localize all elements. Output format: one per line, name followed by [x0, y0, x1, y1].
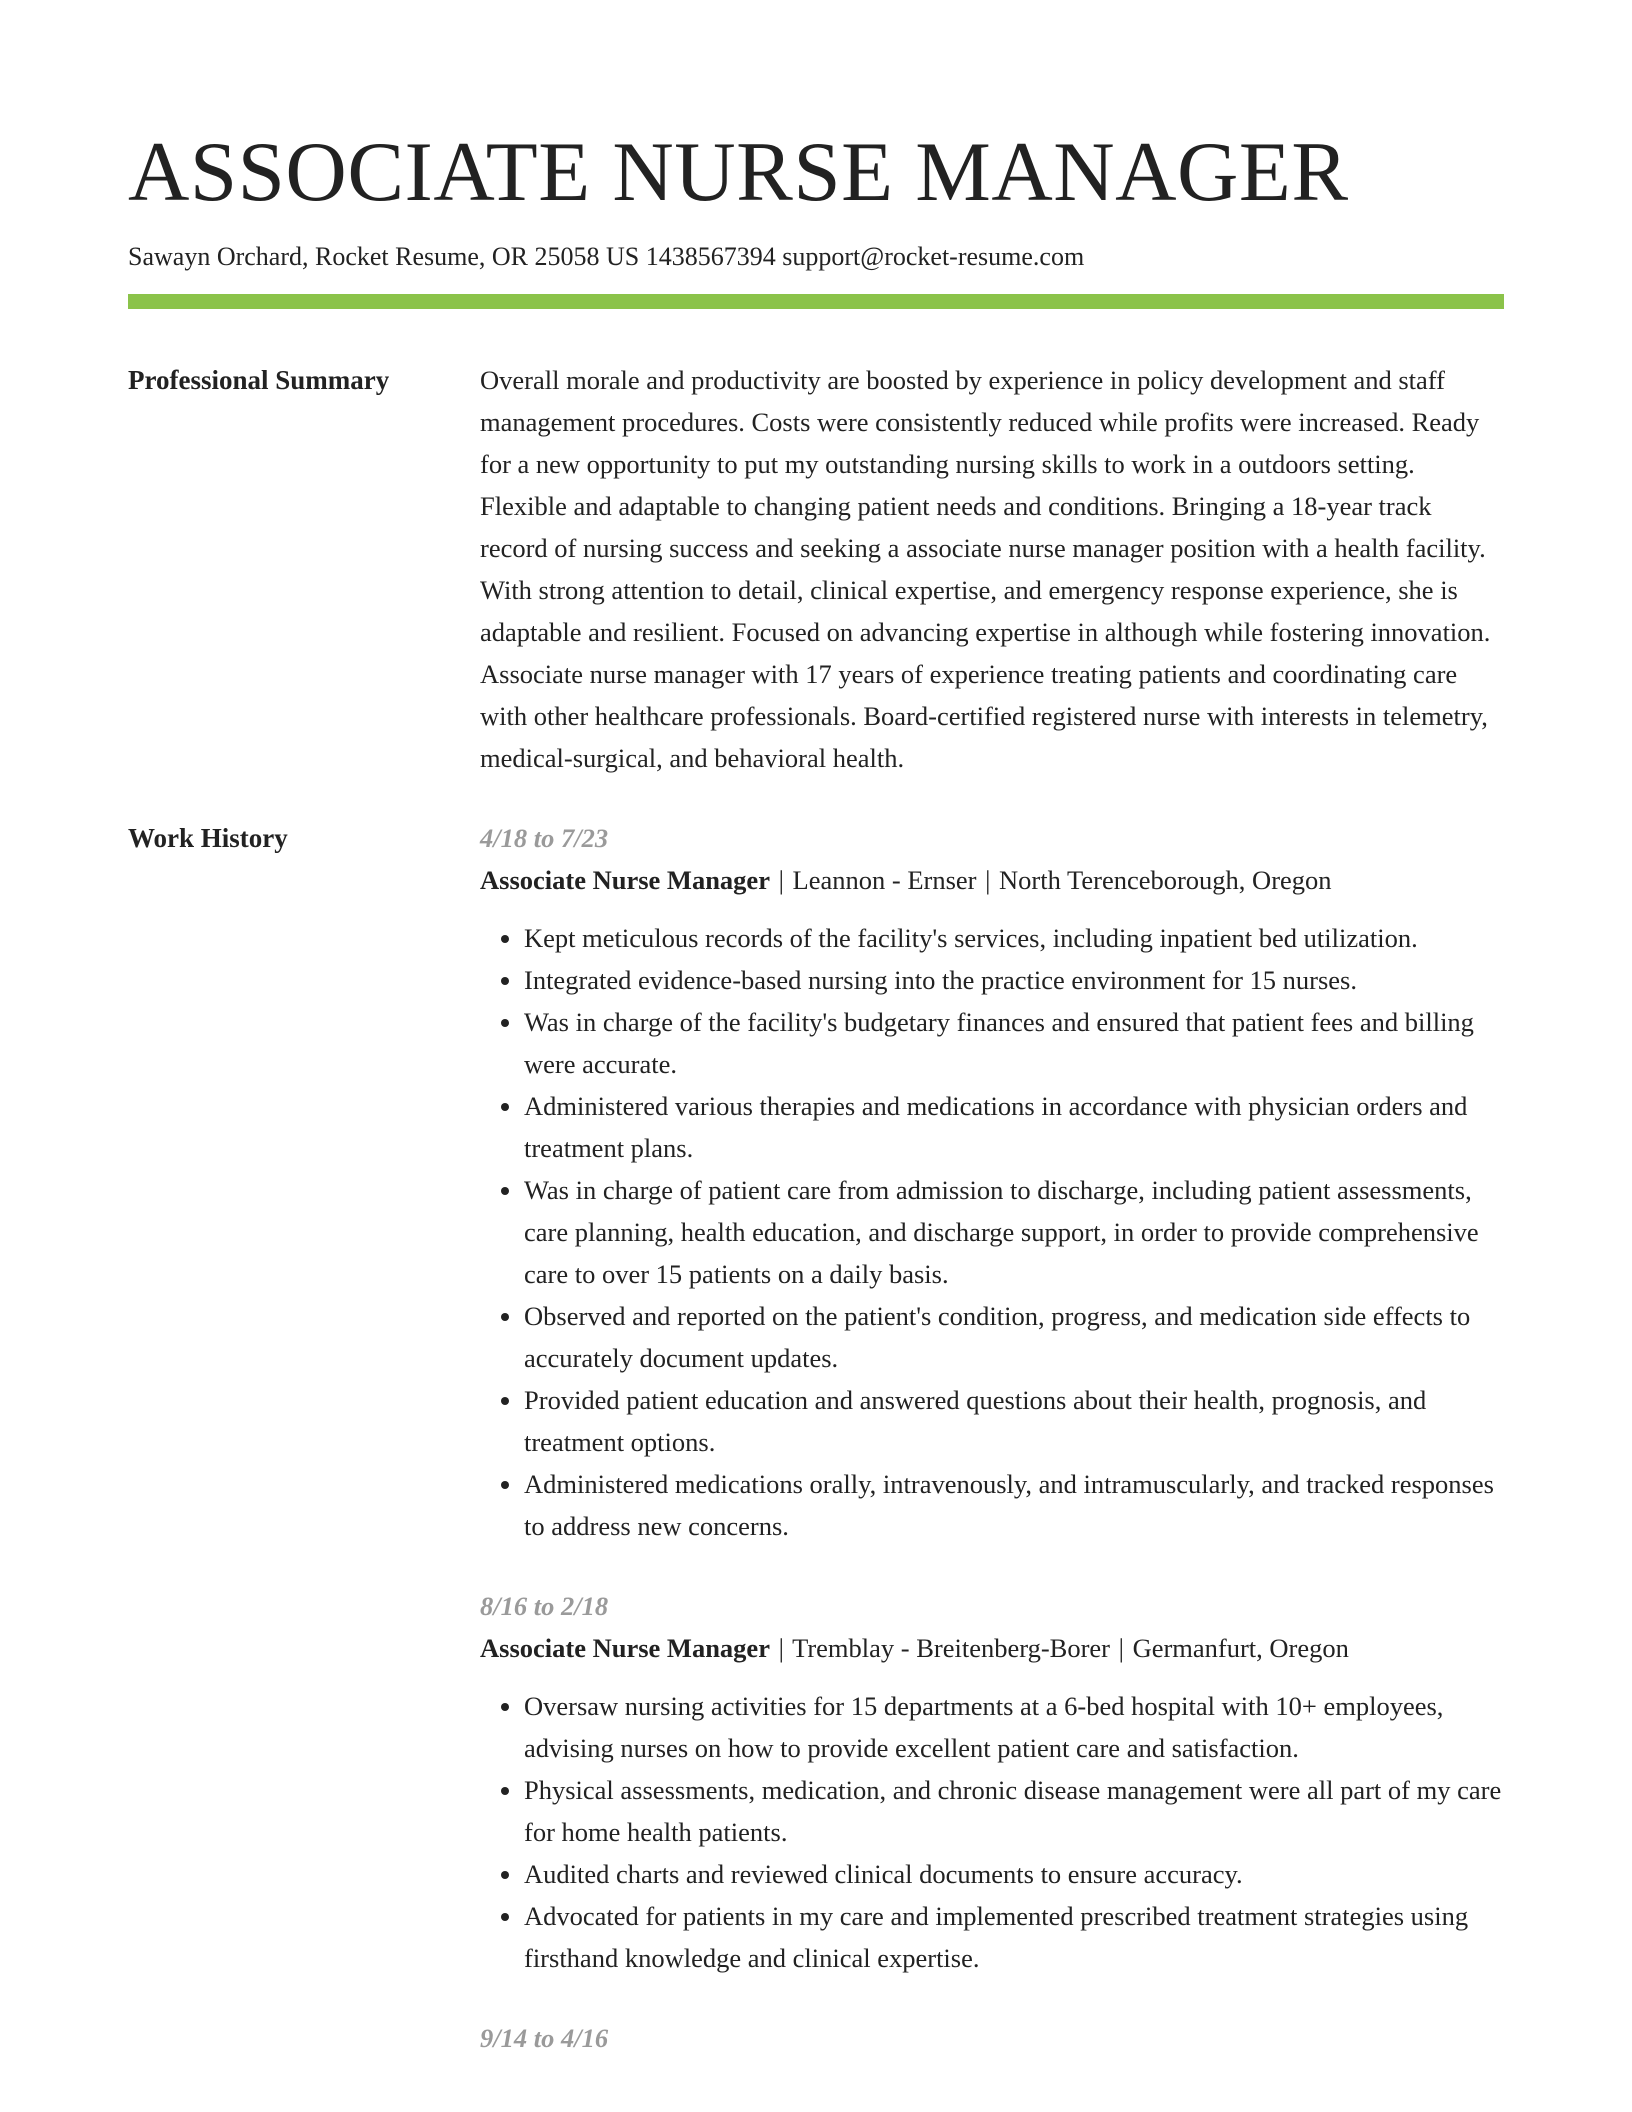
contact-phone: 1438567394: [645, 242, 776, 271]
job-location: North Terenceborough, Oregon: [999, 865, 1332, 896]
candidate-name: ASSOCIATE NURSE MANAGER: [128, 125, 1349, 219]
job-header: [480, 1627, 1504, 1669]
duty-list: [480, 917, 1504, 1547]
duty-item: • Observed and reported on the patient's condition, progress, and medication side effects to accurately document updates.: [524, 1295, 1504, 1379]
duty-item: • Physical assessments, medication, and chronic disease management were all part of my care for home health patients.: [524, 1769, 1504, 1853]
professional-summary-section: [128, 359, 1504, 779]
work-history-section: [128, 817, 1504, 2059]
job-entry: [480, 817, 1504, 1547]
duty-item: • Advocated for patients in my care and implemented prescribed treatment strategies using firsthand knowledge and clinical expertise.: [524, 1895, 1504, 1979]
duty-item: • Oversaw nursing activities for 15 departments at a 6-bed hospital with 10+ employees, advising nurses on how to provide excellent patient care and satisfaction.: [524, 1685, 1504, 1769]
duty-list: [480, 1685, 1504, 1979]
separator: |: [1118, 1633, 1124, 1664]
section-heading: Work History: [128, 823, 288, 854]
job-entry: [480, 1585, 1504, 1979]
separator: |: [778, 865, 784, 896]
duty-item: • Administered various therapies and medications in accordance with physician orders and treatment plans.: [524, 1085, 1504, 1169]
duty-item: • Provided patient education and answered questions about their health, prognosis, and treatment options.: [524, 1379, 1504, 1463]
contact-email[interactable]: support@rocket-resume.com: [782, 242, 1085, 271]
job-entry: [480, 2017, 1504, 2059]
accent-divider: [128, 294, 1504, 309]
contact-address: Sawayn Orchard, Rocket Resume, OR 25058 US: [128, 242, 640, 271]
job-dates: 9/14 to 4/16: [480, 2023, 609, 2054]
job-location: Germanfurt, Oregon: [1132, 1633, 1349, 1664]
duty-item: • Integrated evidence-based nursing into the practice environment for 15 nurses.: [524, 959, 1504, 1001]
job-title: Associate Nurse Manager: [480, 865, 770, 896]
job-company: Leannon - Ernser: [792, 865, 977, 896]
duty-item: • Kept meticulous records of the facility's services, including inpatient bed utilization.: [524, 917, 1504, 959]
job-header: [480, 859, 1504, 901]
summary-text: Overall morale and productivity are boosted by experience in policy development and staff management procedures. Costs were consistently reduced while profits were increased. Ready for a new opportunity to put my outstanding nursing skills to work in a outdoors setting. Flexible and adaptable to changing patient needs and conditions. Bringing a 18-year track record of nursing success and seeking a associate nurse manager position with a health facility. With strong attention to detail, clinical expertise, and emergency response experience, she is adaptable and resilient. Focused on advancing expertise in although while fostering innovation. Associate nurse manager with 17 years of experience treating patients and coordinating care with other healthcare professionals. Board-certified registered nurse with interests in telemetry, medical-surgical, and behavioral health.: [480, 365, 1491, 774]
duty-item: • Was in charge of patient care from admission to discharge, including patient assessments, care planning, health education, and discharge support, in order to provide comprehensive care to over 15 patients on a daily basis.: [524, 1169, 1504, 1295]
resume-header: [128, 125, 1504, 309]
duty-item: • Administered medications orally, intravenously, and intramuscularly, and tracked responses to address new concerns.: [524, 1463, 1504, 1547]
section-heading: Professional Summary: [128, 365, 390, 396]
job-dates: 4/18 to 7/23: [480, 823, 609, 854]
separator: |: [985, 865, 991, 896]
duty-item: • Audited charts and reviewed clinical documents to ensure accuracy.: [524, 1853, 1504, 1895]
separator: |: [778, 1633, 784, 1664]
contact-line: [128, 241, 1504, 272]
duty-item: • Was in charge of the facility's budgetary finances and ensured that patient fees and billing were accurate.: [524, 1001, 1504, 1085]
job-dates: 8/16 to 2/18: [480, 1591, 609, 1622]
job-company: Tremblay - Breitenberg-Borer: [792, 1633, 1110, 1664]
job-title: Associate Nurse Manager: [480, 1633, 770, 1664]
